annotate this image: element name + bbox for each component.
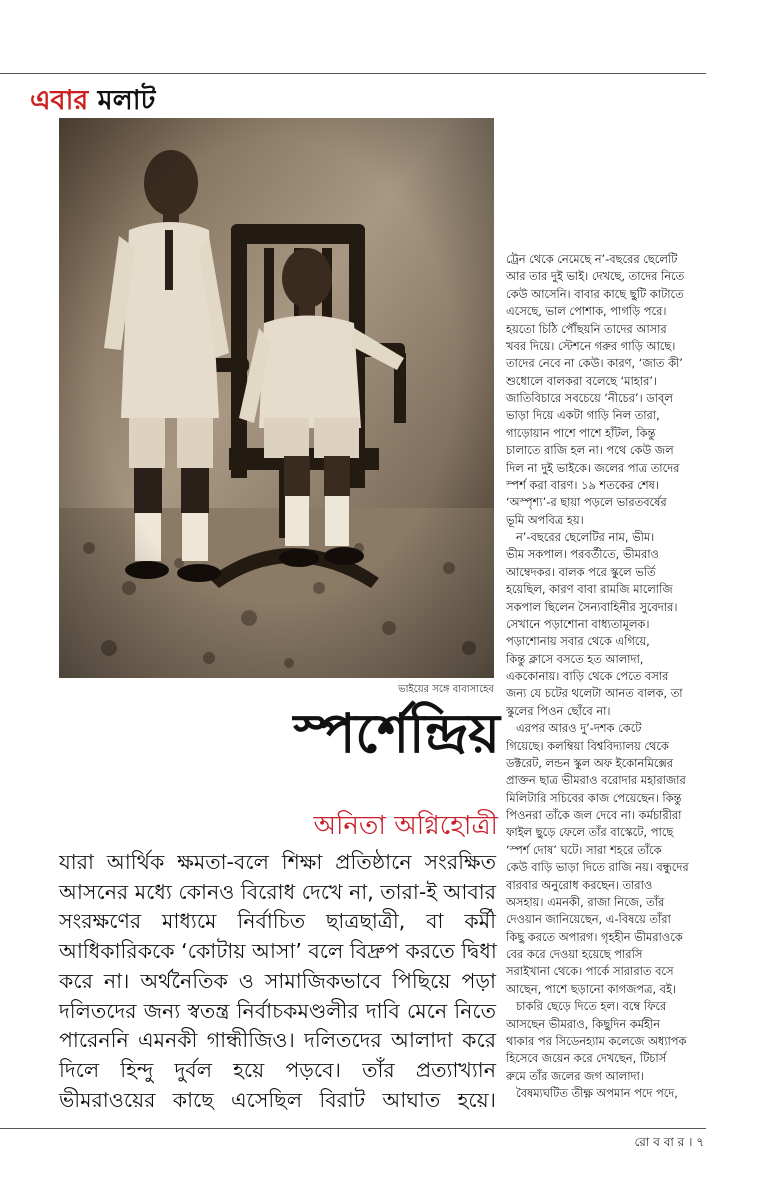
body-line: তাদের নেবে না কেউ। কারণ, ‘জাত কী’ xyxy=(506,356,683,371)
section-header-title: মলাট xyxy=(97,85,156,116)
body-line: ভাড়া দিয়ে একটা গাড়ি নিল তারা, xyxy=(506,408,660,423)
pull-quote-line: পারেননি এমনকী গান্ধীজিও। দলিতদের আলাদা করে xyxy=(59,1028,496,1053)
body-line: ট্রেন থেকে নেমেছে ন’-বছরের ছেলেটি xyxy=(506,252,678,266)
body-line: জাতিবিচারে সবচেয়ে ‘নীচের’। ডাব্‌ল xyxy=(506,391,673,405)
pull-quote-line: দলিতদের জন্য স্বতন্ত্র নির্বাচকমণ্ডলীর দাবি মেনে নিতে xyxy=(59,998,496,1023)
body-line: ভীম সকপাল। পরবর্তীতে, ভীমরাও xyxy=(506,547,659,562)
body-line: কেউ বাড়ি ভাড়া দিতে রাজি নয়। বন্ধুদের xyxy=(506,860,689,875)
body-line: কেউ আসেনি। বাবার কাছে ছুটি কাটাতে xyxy=(506,286,684,301)
body-line: বারবার অনুরোধ করছেন। তারাও xyxy=(506,877,653,892)
photo-caption: ভাইয়ের সঙ্গে বাবাসাহেব xyxy=(398,684,494,695)
article-author: অনিতা অগ্নিহোত্রী xyxy=(313,811,498,841)
top-rule xyxy=(0,73,706,74)
archival-photo xyxy=(59,118,494,678)
body-line: আছেন, পাশে ছড়ানো কাগজপত্র, বই। xyxy=(506,981,677,996)
body-line: এরপর আরও দু’-দশক কেটে xyxy=(516,721,642,736)
pull-quote-line: আধিকারিককে ‘কোটায় আসা’ বলে বিদ্রুপ করতে দ্বিধা xyxy=(59,939,497,964)
body-line: মিলিটারি সচিবের কাজ পেয়েছেন। কিন্তু xyxy=(506,790,682,805)
body-line: ‘স্পর্শ দোষ’ ঘটে। সারা শহরে তাঁকে xyxy=(506,842,662,857)
pull-quote-line: দিলে হিন্দু দুর্বল হয়ে পড়বে। তাঁর প্রত্যাখ্যান xyxy=(59,1057,496,1082)
body-line: গাড়োয়ান পাশে পাশে হাঁটল, কিন্তু xyxy=(506,425,656,440)
body-line: কিছু করতে অপারগ। গৃহহীন ভীমরাওকে xyxy=(506,929,683,944)
body-line: শুধোলে বালকরা বলেছে ‘মাহার’। xyxy=(506,373,658,388)
body-line: দিল না দুই ভাইকে। জলের পাত্র তাদের xyxy=(506,460,680,475)
body-line: ডক্টরেট, লন্ডন স্কুল অফ ইকোনমিক্সের xyxy=(506,755,674,770)
pull-quote-line: করে না। অর্থনৈতিক ও সামাজিকভাবে পিছিয়ে পড়া xyxy=(59,968,496,993)
body-line: সরাইখানা থেকে। পার্কে সারারাত বসে xyxy=(506,964,674,979)
body-line: গিয়েছে। কলম্বিয়া বিশ্ববিদ্যালয় থেকে xyxy=(506,738,669,753)
body-line: আর তার দুই ভাই। দেখছে, তাদের নিতে xyxy=(506,269,685,284)
section-header-accent: এবার xyxy=(30,85,89,116)
body-line: অসহায়। এমনকী, রাজা নিজে, তাঁর xyxy=(506,894,665,909)
page-folio: রো ব বা র । ৭ xyxy=(634,1135,704,1149)
article-headline: স্পর্শেন্দ্রিয় xyxy=(293,701,500,765)
pull-quote xyxy=(59,848,496,1115)
body-line: আসছেন ভীমরাও, কিছুদিন কর্মহীন xyxy=(506,1016,661,1031)
article-body xyxy=(506,251,702,1102)
body-line: প্রাক্তন ছাত্র ভীমরাও বরোদার মহারাজার xyxy=(506,773,686,788)
body-line: ভূমি অপবিত্র হয়। xyxy=(506,512,584,527)
body-line: হয়তো চিঠি পৌঁছয়নি তাদের আসার xyxy=(506,321,667,336)
body-line: আম্বেদকর। বালক পরে স্কুলে ভর্তি xyxy=(506,564,656,579)
body-line: ফাইল ছুড়ে ফেলে তাঁর বাস্কেটে, পাছে xyxy=(506,825,674,840)
body-line: হিসেবে জয়েন করে দেখছেন, টিচার্স xyxy=(506,1051,667,1066)
body-line: ‘অস্পৃশ্য’-র ছায়া পড়লে ভারতবর্ষের xyxy=(506,495,667,510)
body-line: এসেছে, ভাল পোশাক, পাগড়ি পরে। xyxy=(506,304,667,319)
body-line: কিন্তু ক্লাসে বসতে হত আলাদা, xyxy=(506,651,644,666)
pull-quote-line: আসনের মধ্যে কোনও বিরোধ দেখে না, তারা-ই আবার xyxy=(59,879,496,904)
pull-quote-line: সংরক্ষণের মাধ্যমে নির্বাচিত ছাত্রছাত্রী, বা কর্মী xyxy=(59,909,496,934)
body-line: দেওয়ান জানিয়েছেন, এ-বিষয়ে তাঁরা xyxy=(506,912,671,927)
body-line: ন’-বছরের ছেলেটির নাম, ভীম। xyxy=(516,530,655,544)
body-line: এককোনায়। বাড়ি থেকে পেতে বসার xyxy=(506,669,669,683)
pull-quote-line: ভীমরাওয়ের কাছে এসেছিল বিরাট আঘাত হয়ে। xyxy=(59,1087,496,1112)
body-line: পিওনরা তাঁকে জল দেবে না। কর্মচারীরা xyxy=(506,808,682,822)
body-line: চালাতে রাজি হল না। পথে কেউ জল xyxy=(506,443,674,458)
body-line: স্পর্শ করা বারণ। ১৯ শতকের শেষ। xyxy=(506,477,659,492)
body-line: খবর দিয়ে। স্টেশনে গরুর গাড়ি আছে। xyxy=(506,338,676,353)
body-line: হয়েছিল, কারণ বাবা রামজি মালোজি xyxy=(506,582,673,597)
body-line: থাকার পর সিডেনহ্যাম কলেজে অধ্যাপক xyxy=(506,1033,687,1048)
body-line: বৈষম্যঘটিত তীক্ষ্ণ অপমান পদে পদে, xyxy=(516,1086,678,1100)
body-line: স্কুলের পিওন ছোঁবে না। xyxy=(506,703,611,718)
body-line: জন্য যে চটের থলেটা আনত বালক, তা xyxy=(506,686,683,701)
bottom-rule xyxy=(0,1128,706,1129)
body-line: পড়াশোনায় সবার থেকে এগিয়ে, xyxy=(506,634,650,649)
body-line: সেখানে পড়াশোনা বাধ্যতামূলক। xyxy=(506,616,650,631)
pull-quote-line: যারা আর্থিক ক্ষমতা-বলে শিক্ষা প্রতিষ্ঠানে সংরক্ষিত xyxy=(59,850,496,874)
body-line: রুমে তাঁর জলের জগ আলাদা। xyxy=(506,1068,644,1083)
body-line: বের করে দেওয়া হয়েছে পারসি xyxy=(506,947,643,961)
body-line: চাকরি ছেড়ে দিতে হল। বম্বে ফিরে xyxy=(516,999,667,1014)
body-line: সকপাল ছিলেন সৈন্যবাহিনীর সুবেদার। xyxy=(506,599,678,614)
